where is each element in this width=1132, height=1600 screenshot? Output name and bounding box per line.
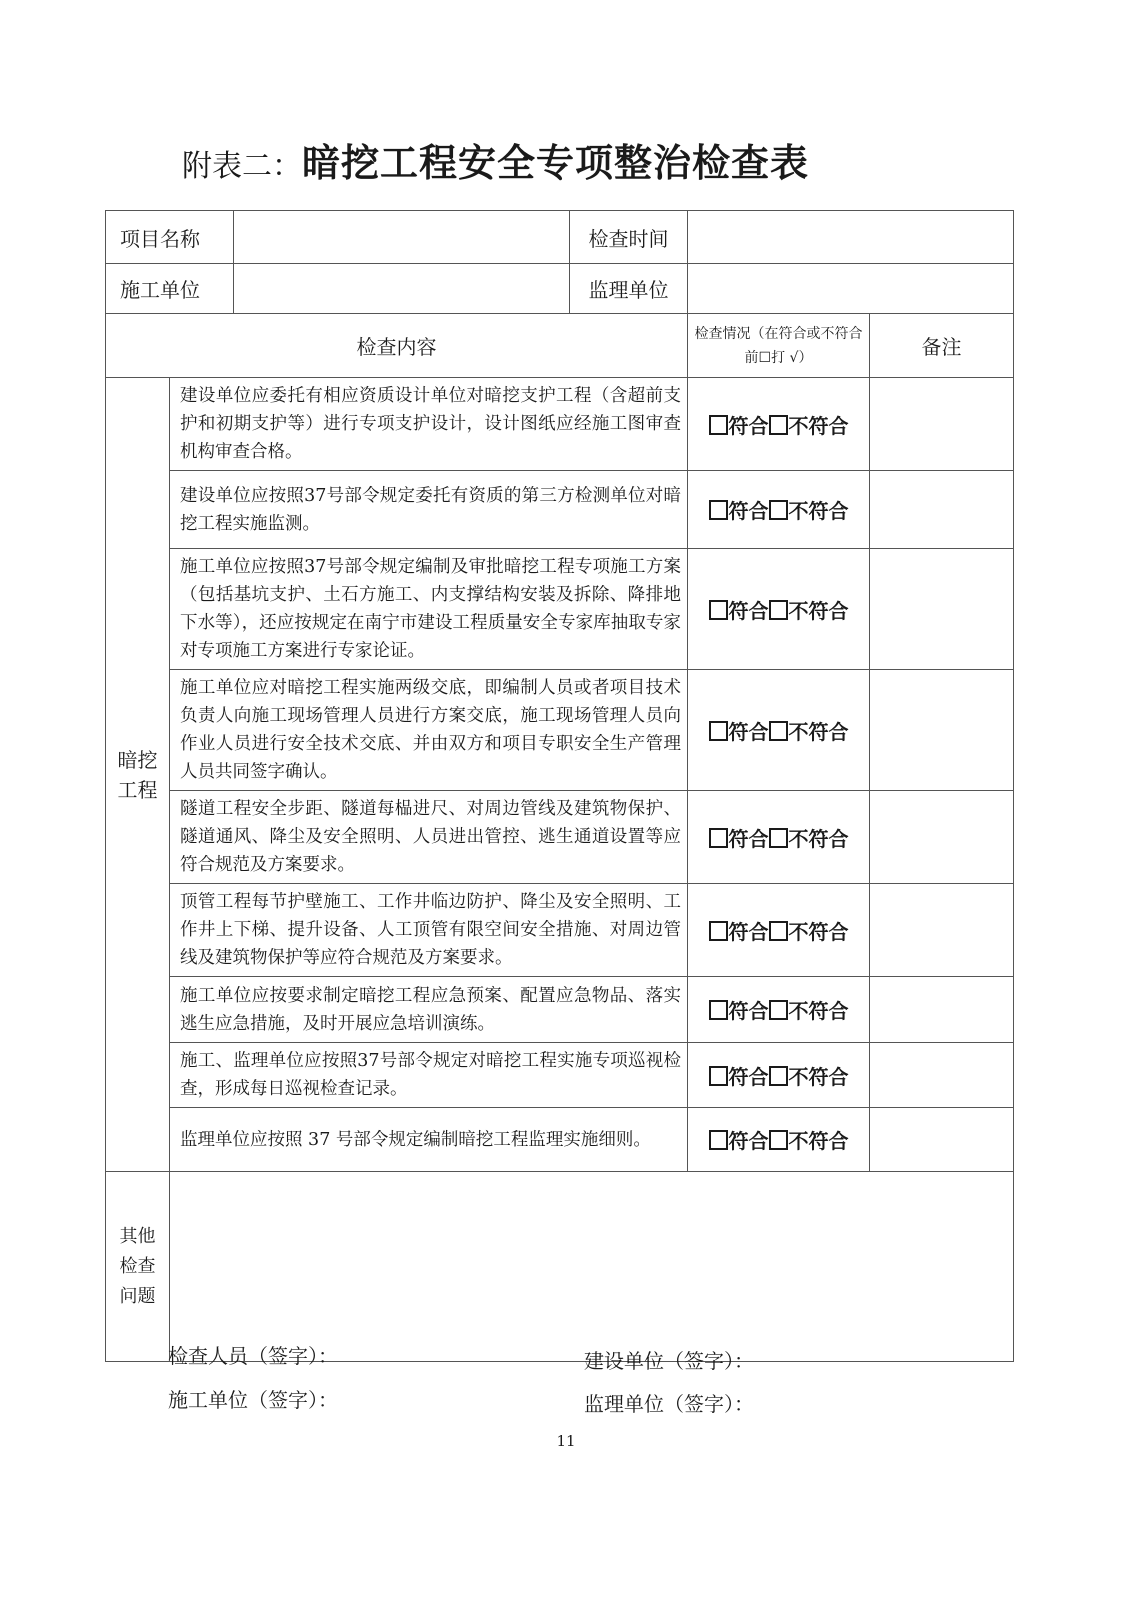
item-content: 建设单位应按照37号部令规定委托有资质的第三方检测单位对暗挖工程实施监测。 [170,471,688,549]
noncomply-label: 不符合 [788,598,849,623]
column-header-row [106,314,1014,378]
noncomply-checkbox[interactable] [769,1130,788,1150]
check-time-label: 检查时间 [570,211,688,264]
noncomply-label: 不符合 [788,1064,849,1089]
table-row [106,884,1014,977]
comply-checkbox[interactable] [709,600,728,620]
table-row [106,1043,1014,1108]
table-row [106,378,1014,471]
noncomply-label: 不符合 [788,413,849,438]
noncomply-label: 不符合 [788,919,849,944]
comply-label: 符合 [728,719,769,744]
item-status [688,884,870,977]
construction-unit-label: 施工单位 [106,264,234,314]
other-issues-row [106,1172,1014,1362]
comply-label: 符合 [728,826,769,851]
supervision-unit-label: 监理单位 [570,264,688,314]
noncomply-checkbox[interactable] [769,500,788,520]
inspection-table [105,210,1014,1362]
title-main: 暗挖工程安全专项整治检查表 [302,141,810,185]
noncomply-label: 不符合 [788,999,849,1023]
item-status [688,549,870,670]
remarks-column-header: 备注 [870,314,1014,378]
comply-checkbox[interactable] [709,415,728,435]
item-remarks[interactable] [870,549,1014,670]
comply-label: 符合 [728,1129,769,1153]
table-row [106,977,1014,1043]
item-remarks[interactable] [870,1108,1014,1172]
noncomply-checkbox[interactable] [769,828,788,848]
item-content: 隧道工程安全步距、隧道每榀进尺、对周边管线及建筑物保护、隧道通风、降尘及安全照明、人员进出管控、逃生通道设置等应符合规范及方案要求。 [170,791,688,884]
table-row [106,471,1014,549]
noncomply-label: 不符合 [788,1129,849,1153]
item-content: 顶管工程每节护壁施工、工作井临边防护、降尘及安全照明、工作井上下梯、提升设备、人工顶管有限空间安全措施、对周边管线及建筑物保护等应符合规范及方案要求。 [170,884,688,977]
check-time-field[interactable] [688,211,1014,264]
item-remarks[interactable] [870,1043,1014,1108]
item-status [688,791,870,884]
content-column-header: 检查内容 [106,314,688,378]
item-content: 监理单位应按照 37 号部令规定编制暗挖工程监理实施细则。 [170,1108,688,1172]
comply-label: 符合 [728,598,769,623]
builder-signature: 建设单位（签字）： [584,1349,754,1373]
item-status [688,378,870,471]
project-name-label: 项目名称 [106,211,234,264]
item-remarks[interactable] [870,884,1014,977]
comply-checkbox[interactable] [709,921,728,941]
noncomply-label: 不符合 [788,826,849,851]
comply-label: 符合 [728,413,769,438]
item-status [688,670,870,791]
item-content: 建设单位应委托有相应资质设计单位对暗挖支护工程（含超前支护和初期支护等）进行专项支护设计，设计图纸应经施工图审查机构审查合格。 [170,378,688,471]
construction-unit-field[interactable] [234,264,570,314]
noncomply-checkbox[interactable] [769,1066,788,1086]
noncomply-checkbox[interactable] [769,1000,788,1020]
noncomply-checkbox[interactable] [769,921,788,941]
construction-signature: 施工单位（签字）： [168,1388,338,1412]
item-content: 施工、监理单位应按照37号部令规定对暗挖工程实施专项巡视检查，形成每日巡视检查记录。 [170,1043,688,1108]
supervision-unit-field[interactable] [688,264,1014,314]
other-issues-text: 其他检查问题 [119,1225,156,1307]
supervision-signature: 监理单位（签字）： [584,1392,754,1416]
other-issues-field[interactable] [170,1172,1014,1362]
comply-checkbox[interactable] [709,1000,728,1020]
comply-checkbox[interactable] [709,1066,728,1086]
table-row [106,1108,1014,1172]
noncomply-checkbox[interactable] [769,600,788,620]
comply-label: 符合 [728,499,769,523]
item-remarks[interactable] [870,378,1014,471]
comply-checkbox[interactable] [709,500,728,520]
item-content: 施工单位应按照37号部令规定编制及审批暗挖工程专项施工方案（包括基坑支护、土石方施工、内支撑结构安装及拆除、降排地下水等），还应按规定在南宁市建设工程质量安全专家库抽取专家对专项施工方案进行专家论证。 [170,549,688,670]
item-status [688,1108,870,1172]
comply-checkbox[interactable] [709,1130,728,1150]
item-content: 施工单位应按要求制定暗挖工程应急预案、配置应急物品、落实逃生应急措施，及时开展应急培训演练。 [170,977,688,1043]
header-row-project [106,211,1014,264]
item-status [688,1043,870,1108]
item-remarks[interactable] [870,471,1014,549]
noncomply-label: 不符合 [788,719,849,744]
title-prefix: 附表二： [182,149,302,184]
category-label [106,378,170,1172]
table-row [106,791,1014,884]
category-text: 暗挖工程 [117,747,158,802]
comply-checkbox[interactable] [709,721,728,741]
item-remarks[interactable] [870,977,1014,1043]
table-row [106,549,1014,670]
table-row [106,670,1014,791]
noncomply-checkbox[interactable] [769,721,788,741]
item-remarks[interactable] [870,791,1014,884]
item-status [688,977,870,1043]
inspector-signature: 检查人员（签字）： [168,1344,338,1368]
page-title [182,132,809,187]
noncomply-checkbox[interactable] [769,415,788,435]
comply-label: 符合 [728,1064,769,1089]
noncomply-label: 不符合 [788,499,849,523]
comply-label: 符合 [728,999,769,1023]
item-remarks[interactable] [870,670,1014,791]
other-issues-label [106,1172,170,1362]
header-row-units [106,264,1014,314]
page-number: 11 [556,1432,576,1450]
item-content: 施工单位应对暗挖工程实施两级交底，即编制人员或者项目技术负责人向施工现场管理人员进行方案交底，施工现场管理人员向作业人员进行安全技术交底、并由双方和项目专职安全生产管理人员共同签字确认。 [170,670,688,791]
item-status [688,471,870,549]
status-column-header: 检查情况（在符合或不符合前☐打 √） [688,314,870,378]
comply-checkbox[interactable] [709,828,728,848]
comply-label: 符合 [728,919,769,944]
item-rows [106,378,1014,1172]
project-name-field[interactable] [234,211,570,264]
